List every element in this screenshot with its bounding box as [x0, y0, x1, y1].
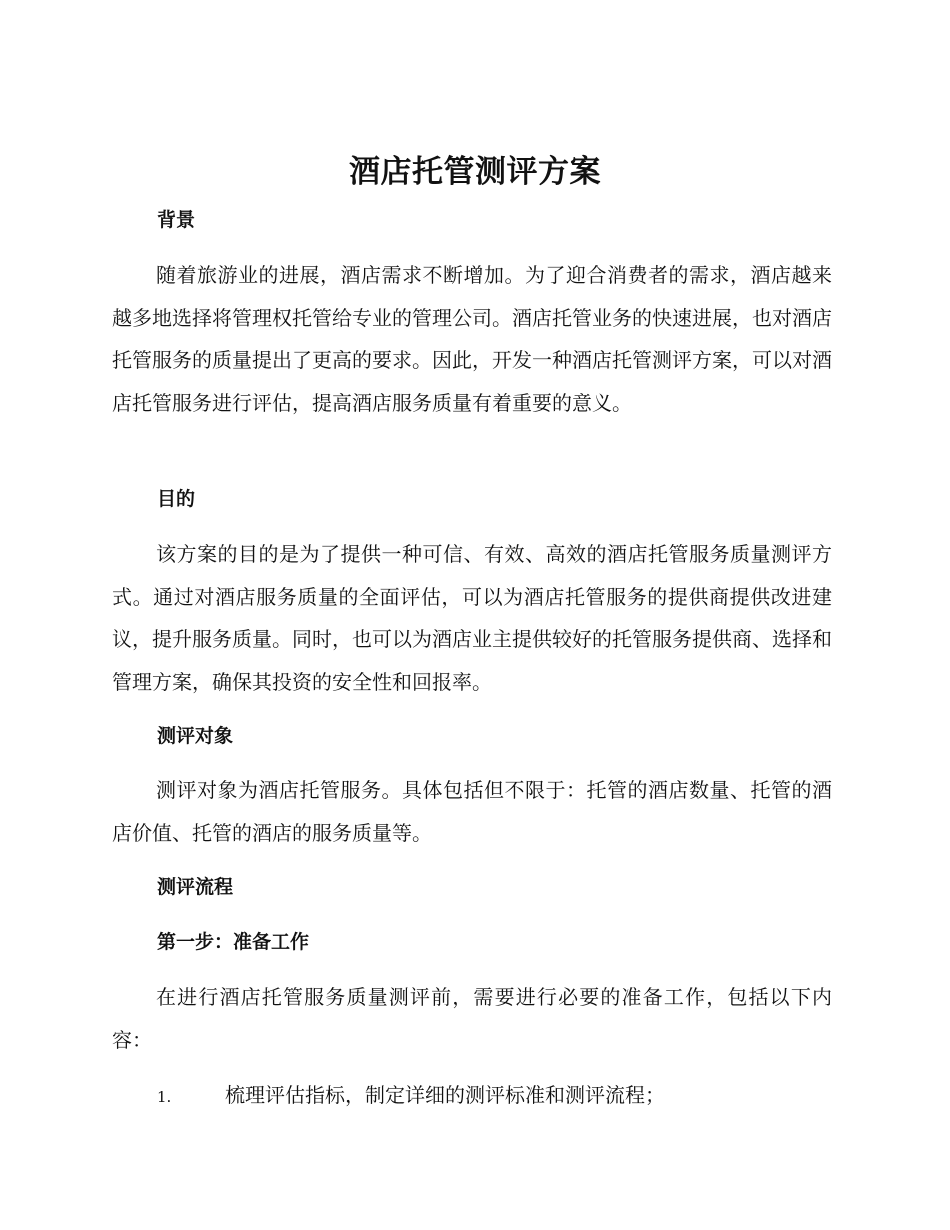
list-item-text: 梳理评估指标，制定详细的测评标准和测评流程；: [225, 1083, 665, 1107]
section-heading-background: 背景: [157, 209, 196, 231]
object-paragraph: 测评对象为酒店托管服务。具体包括但不限于：托管的酒店数量、托管的酒店价值、托管的酒店的服务质量等。: [112, 778, 832, 845]
background-paragraph: 随着旅游业的进展，酒店需求不断增加。为了迎合消费者的需求，酒店越来越多地选择将管理权托管给专业的管理公司。酒店托管业务的快速进展，也对酒店托管服务的质量提出了更高的要求。因此，开发一种酒店托管测评方案，可以对酒店托管服务进行评估，提高酒店服务质量有着重要的意义。: [112, 263, 832, 415]
list-item: [157, 1078, 837, 1114]
document-title: 酒店托管测评方案: [349, 154, 601, 190]
list-item-number: 1.: [157, 1088, 172, 1106]
purpose-paragraph: 该方案的目的是为了提供一种可信、有效、高效的酒店托管服务质量测评方式。通过对酒店服务质量的全面评估，可以为酒店托管服务的提供商提供改进建议，提升服务质量。同时，也可以为酒店业主提供较好的托管服务提供商、选择和管理方案，确保其投资的安全性和回报率。: [112, 542, 832, 694]
section-heading-purpose: 目的: [157, 488, 196, 510]
section-heading-process: 测评流程: [157, 876, 234, 898]
step1-heading: 第一步：准备工作: [157, 931, 310, 953]
step1-paragraph: 在进行酒店托管服务质量测评前，需要进行必要的准备工作，包括以下内容：: [112, 985, 832, 1052]
section-heading-object: 测评对象: [157, 725, 234, 747]
